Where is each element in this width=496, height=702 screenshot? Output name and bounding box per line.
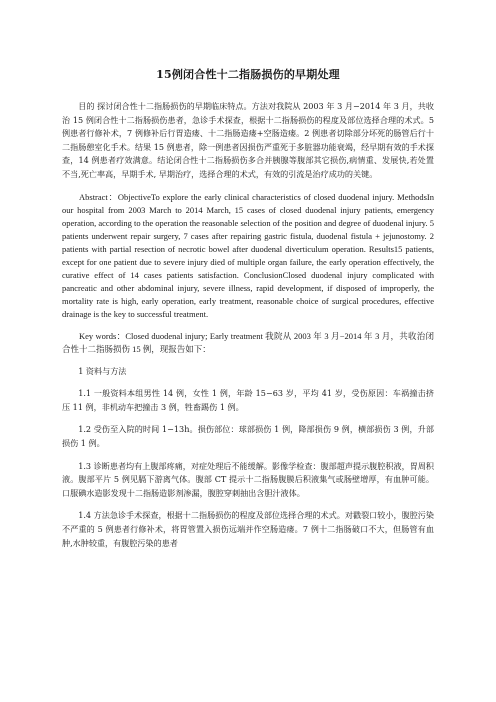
paragraph-1-3: 1.3 诊断患者均有上腹部疼痛，对症处理后不能缓解。影像学检查：腹部超声提示腹腔积液，胃周积液。腹部平片 5 例见膈下游离气体。腹部 CT 提示十二指肠腹膜后积液集气或肠壁增厚，有血肿可能。口服碘水造影发现十二指肠造影剂渗漏，腹腔穿刺抽出含胆汁液体。 (62, 460, 434, 498)
paragraph-1-1: 1.1 一般资料本组男性 14 例，女性 1 例，年龄 15−63 岁，平均 41 岁，受伤原因：车祸撞击挤压 11 例，非机动车把撞击 3 例，牲畜踢伤 1 例。 (62, 388, 434, 412)
abstract-chinese: 目的 探讨闭合性十二指肠损伤的早期临床特点。方法对我院从 2003 年 3 月−2014 年 3 月，共收治 15 例闭合性十二指肠损伤患者，急诊手术探查，根据十二指肠损伤的程度及部位选择合理的术式。5 例患者行修补术，7 例修补后行胃造瘘、十二指肠造瘘+空肠造瘘。2 例患者切除部分坏死的肠管后行十二指肠憩室化手术。结果 15 例患者，除一例患者因损伤严重死于多脏器功能衰竭，经早期有效的手术探查，14 例患者疗效满意。结论闭合性十二指肠损伤多合并胰腺等腹部其它损伤,病情重、发展快,若处置不当,死亡率高，早期手术, 早期治疗，选择合理的术式，有效的引流是治疗成功的关键。 (62, 101, 434, 179)
abstract-english: Abstract：ObjectiveTo explore the early clinical characteristics of closed duodenal injury. MethodsIn our hospital from 2003 March to 2014 March, 15 cases of closed duodenal injury patients, emergency operation, according to the operation the reasonable selection of the position and degree of duodenal injury. 5 patients underwent repair surgery, 7 cases after repairing gastric fistula, duodenal fistula + jejunostomy. 2 patients with partial resection of necrotic bowel after duodenal diverticulum operation. Results15 patients, except for one patient due to severe injury died of multiple organ failure, the early operation effectively, the curative effect of 14 cases patients satisfaction. ConclusionClosed duodenal injury complicated with pancreatic and other abdominal injury, severe illness, rapid development, if disposed of improperly, the mortality rate is high, early operation, early treatment, reasonable choice of surgical procedures, effective drainage is the key to successful treatment. (62, 191, 434, 319)
keywords-paragraph: Key words：Closed duodenal injury; Early treatment 我院从 2003 年 3 月−2014 年 3 月，共收治闭合性十二指肠损伤 15 例，现报告如下： (62, 330, 434, 354)
document-title: 15例闭合性十二指肠损伤的早期处理 (156, 68, 340, 81)
section-heading-materials-methods: 1 资料与方法 (78, 365, 127, 376)
paragraph-1-2: 1.2 受伤至入院的时间 1−13h。损伤部位：球部损伤 1 例，降部损伤 9 例，横部损伤 3 例，升部损伤 1 例。 (62, 424, 434, 448)
paragraph-1-4: 1.4 方法急诊手术探查，根据十二指肠损伤的程度及部位选择合理的术式。对戳裂口较小，腹腔污染不严重的 5 例患者行修补术，将胃管置入损伤远端并作空肠造瘘。7 例十二指肠破口不大，但肠管有血肿,水肿较重，有腹腔污染的患者 (62, 510, 434, 548)
